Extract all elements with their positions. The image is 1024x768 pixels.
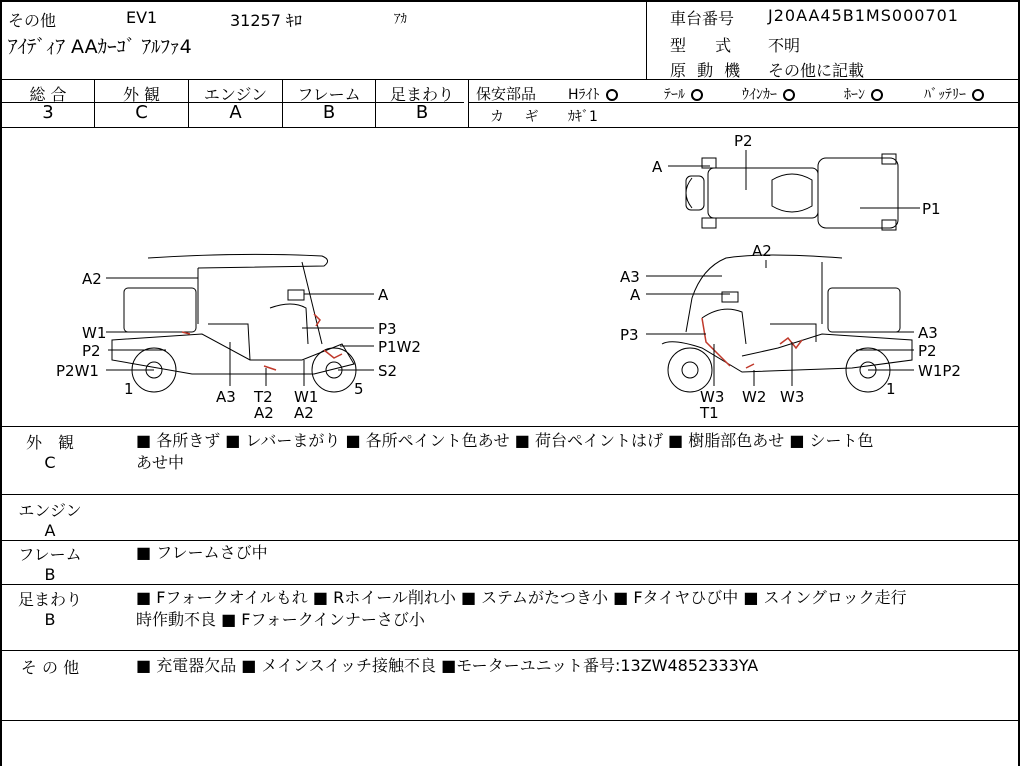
section-line: 時作動不良 ■ Fフォークインナーさび小 — [136, 610, 425, 629]
ok-circle-icon — [606, 89, 618, 101]
section-grade: B — [44, 565, 56, 584]
rule-5 — [2, 540, 1018, 541]
vehicle-name: ｱｲﾃﾞｨｱ AAｶｰｺﾞ ｱﾙﾌｧ4 — [8, 36, 192, 58]
diagram-label: 1 — [886, 380, 896, 398]
grade-label-frame: フレーム — [297, 85, 361, 104]
diagram-label: P3 — [378, 320, 397, 338]
grade-value-total: 3 — [42, 102, 54, 123]
section-label-frame — [14, 542, 86, 584]
diagram-label: P2 — [82, 342, 101, 360]
safety-item-winker — [742, 84, 795, 104]
header-mileage — [230, 8, 302, 31]
rule-4 — [2, 494, 1018, 495]
top-view-vehicle — [686, 154, 898, 230]
ok-circle-icon — [783, 89, 795, 101]
key-label: カ ギ — [490, 109, 539, 125]
grade-value-engine: A — [229, 102, 242, 123]
rule-7 — [2, 650, 1018, 651]
section-text-suspension — [136, 587, 907, 631]
rule-1 — [2, 79, 1018, 80]
safety-item-battery — [924, 84, 984, 104]
diagram-label: A2 — [752, 242, 772, 260]
diagram-label: P3 — [620, 326, 639, 344]
damage-diagram — [2, 128, 1022, 426]
section-title: そ の 他 — [20, 658, 80, 677]
header-category: その他 — [8, 11, 57, 30]
diagram-label: W1 — [82, 324, 107, 342]
grade-label-total: 総 合 — [29, 85, 67, 104]
diagram-label: W1 — [294, 388, 319, 406]
diagram-label: P1W2 — [378, 338, 421, 356]
header-divider — [646, 2, 647, 80]
ok-circle-icon — [871, 89, 883, 101]
safety-item-label: ｳｲﾝｶｰ — [742, 87, 777, 103]
section-text-other — [136, 655, 758, 677]
section-line: ■ 各所きず ■ レバーまがり ■ 各所ペイント色あせ ■ 荷台ペイントはげ ■ 樹脂部色あせ ■ シート色 — [136, 431, 874, 450]
section-grade: A — [44, 521, 56, 540]
section-line: ■ フレームさび中 — [136, 543, 268, 562]
safety-item-horn — [844, 84, 883, 104]
section-label-other — [14, 655, 86, 678]
diagram-label: A — [378, 286, 389, 304]
section-line: ■ 充電器欠品 ■ メインスイッチ接触不良 ■モーターユニット番号:13ZW4852333YA — [136, 656, 759, 675]
rule-8 — [2, 720, 1018, 721]
left-view-vehicle — [112, 254, 356, 392]
type-label: 型 式 — [670, 36, 732, 55]
section-title: フレーム — [18, 545, 82, 564]
diagram-label: 5 — [354, 380, 364, 398]
grade-label-exterior: 外 観 — [122, 85, 161, 104]
diagram-label: A3 — [620, 268, 640, 286]
section-grade: B — [44, 610, 56, 629]
safety-mid-rule — [468, 102, 1018, 103]
section-label-exterior — [14, 430, 86, 472]
rule-3 — [2, 426, 1018, 427]
motor-value: その他に記載 — [768, 61, 865, 80]
key-value: ｶｷﾞ1 — [568, 109, 598, 125]
diagram-label: A — [652, 158, 663, 176]
damage-marks — [182, 314, 802, 370]
safety-item-label: ﾎｰﾝ — [844, 87, 865, 103]
type-value: 不明 — [768, 36, 801, 55]
motor-label: 原 動 機 — [670, 61, 741, 80]
diagram-label: A3 — [216, 388, 236, 406]
diagram-label: T1 — [700, 404, 719, 422]
diagram-label: A2 — [254, 404, 274, 422]
grade-value-frame: B — [322, 102, 336, 123]
ok-circle-icon — [972, 89, 984, 101]
diagram-label: A2 — [82, 270, 102, 288]
header-model-code: EV1 — [126, 8, 158, 27]
section-grade: C — [44, 453, 56, 472]
diagram-label: W2 — [742, 388, 767, 406]
mileage-unit: ｷﾛ — [286, 11, 303, 30]
diagram-label: P2W1 — [56, 362, 99, 380]
diagram-label: W1P2 — [918, 362, 961, 380]
diagram-label: P2 — [734, 132, 753, 150]
diagram-label: 1 — [124, 380, 134, 398]
grade-label-engine: エンジン — [203, 85, 268, 104]
diagram-label: A — [630, 286, 641, 304]
diagram-label: P1 — [922, 200, 941, 218]
safety-item-label: ﾊﾞｯﾃﾘｰ — [924, 87, 966, 103]
frame-no: J20AA45B1MS000701 — [768, 6, 959, 25]
diagram-label: W3 — [700, 388, 725, 406]
diagram-label: W3 — [780, 388, 805, 406]
rule-6 — [2, 584, 1018, 585]
grade-divider — [468, 80, 469, 128]
safety-item-headlight — [568, 84, 618, 104]
ok-circle-icon — [691, 89, 703, 101]
diagram-label: A2 — [294, 404, 314, 422]
safety-item-label: Hﾗｲﾄ — [568, 87, 600, 103]
section-title: エンジン — [18, 501, 82, 520]
header-color: ｱｶ — [394, 12, 407, 27]
section-label-suspension — [14, 587, 86, 629]
diagram-label: P2 — [918, 342, 937, 360]
grade-mid-rule — [2, 102, 464, 103]
diagram-label: A3 — [918, 324, 938, 342]
frame-no-label: 車台番号 — [670, 9, 735, 28]
grade-value-suspension: B — [415, 102, 429, 123]
mileage-value: 31257 — [230, 11, 281, 30]
safety-title: 保安部品 — [476, 85, 537, 103]
grade-label-suspension: 足まわり — [389, 85, 454, 104]
diagram-label: T2 — [254, 388, 273, 406]
section-title: 足まわり — [17, 590, 82, 609]
section-title: 外 観 — [25, 433, 74, 452]
safety-item-label: ﾃｰﾙ — [664, 87, 685, 103]
safety-item-tail — [664, 84, 703, 104]
section-text-frame — [136, 542, 268, 564]
section-line: あせ中 — [136, 453, 185, 472]
diagram-label-layer — [56, 132, 961, 422]
section-text-exterior — [136, 430, 874, 474]
section-line: ■ Fフォークオイルもれ ■ Rホイール削れ小 ■ ステムがたつき小 ■ Fタイヤひび中 ■ スイングロック走行 — [136, 588, 907, 607]
grade-value-exterior: C — [135, 102, 148, 123]
section-label-engine — [14, 498, 86, 540]
diagram-label: S2 — [378, 362, 398, 380]
